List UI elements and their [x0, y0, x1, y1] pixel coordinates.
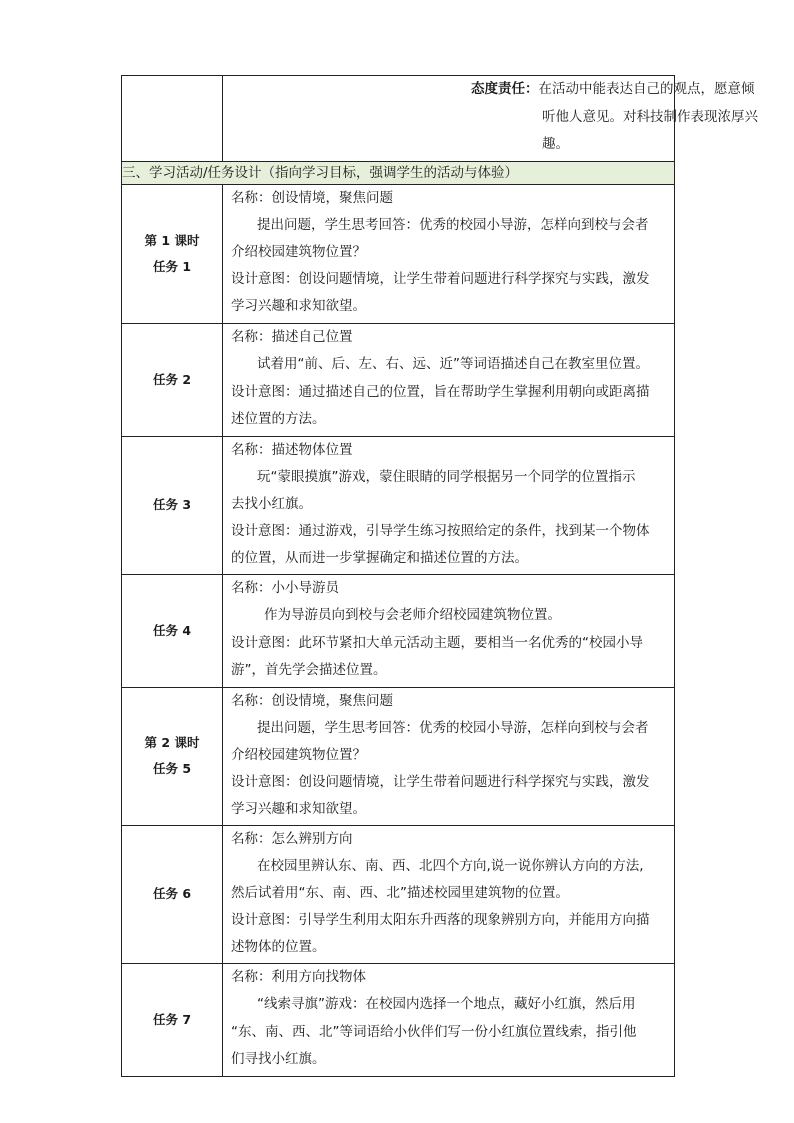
empty-label-cell	[122, 76, 223, 162]
task-row-3	[122, 436, 675, 574]
task-row-6	[122, 825, 675, 963]
attitude-line2: 听他人意见。对科技制作表现浓厚兴	[542, 108, 758, 125]
attitude-label: 态度责任：	[471, 81, 539, 97]
task-design-line: 设计意图：通过描述自己的位置，旨在帮助学生掌握利用朝向或距离描	[231, 383, 650, 400]
task-content-cell	[223, 963, 675, 1076]
attitude-line3: 趣。	[542, 136, 569, 152]
attitude-line1: 在活动中能表达自己的观点，愿意倾	[538, 81, 755, 97]
section-header-row	[122, 161, 675, 184]
task-desc-line: 玩“蒙眼摸旗”游戏，蒙住眼睛的同学根据另一个同学的位置指示	[257, 468, 636, 485]
task-row-2	[122, 323, 675, 436]
task-design-line: 设计意图：通过游戏，引导学生练习按照给定的条件，找到某一个物体	[231, 522, 650, 539]
task-design-line: 学习兴趣和求知欲望。	[231, 800, 366, 817]
task-design-line: 设计意图：此环节紧扣大单元活动主题，要相当一名优秀的“校园小导	[231, 634, 643, 651]
task-row-4	[122, 574, 675, 687]
lesson-plan-table	[121, 75, 758, 1077]
task-design-line: 设计意图：创设问题情境，让学生带着问题进行科学探究与实践，激发	[231, 773, 650, 790]
task-label: 任务 7	[152, 1011, 192, 1027]
lesson-label: 第 2 课时	[144, 735, 200, 750]
task-desc-line: “线索寻旗”游戏：在校园内选择一个地点，藏好小红旗，然后用	[257, 996, 636, 1012]
task-desc-line: 去找小红旗。	[231, 495, 312, 512]
task-desc-line: 提出问题，学生思考回答：优秀的校园小导游，怎样向到校与会者	[257, 216, 649, 233]
task-desc-line: 介绍校园建筑物位置？	[231, 243, 366, 260]
task-desc-line: 试着用“前、后、左、右、远、近”等词语描述自己在教室里位置。	[257, 356, 649, 372]
task-label-cell	[122, 436, 223, 574]
task-name: 名称：描述自己位置	[231, 328, 353, 345]
lesson-label: 第 1 课时	[144, 232, 200, 248]
task-name: 名称：怎么辨别方向	[231, 830, 353, 847]
task-design-line: 述物体的位置。	[231, 938, 326, 955]
task-label-cell	[122, 825, 223, 963]
task-design-line: 游”，首先学会描述位置。	[231, 662, 387, 678]
task-label: 任务 1	[152, 258, 192, 274]
task-row-5	[122, 687, 675, 825]
task-desc-line: 作为导游员向到校与会老师介绍校园建筑物位置。	[264, 607, 561, 623]
task-design-line: 设计意图：创设问题情境，让学生带着问题进行科学探究与实践，激发	[231, 270, 650, 287]
task-desc-line: 在校园里辨认东、南、西、北四个方向,说一说你辨认方向的方法,	[257, 857, 644, 874]
task-label-cell	[122, 184, 223, 323]
task-label: 任务 2	[152, 371, 192, 387]
task-label: 任务 6	[152, 886, 192, 901]
task-label: 任务 4	[152, 622, 192, 638]
task-row-7	[122, 963, 675, 1076]
task-label: 任务 5	[152, 761, 192, 776]
task-content-cell	[223, 574, 675, 687]
task-content-cell	[223, 687, 675, 825]
task-label-cell	[122, 963, 223, 1076]
section-title: 三、学习活动/任务设计（指向学习目标，强调学生的活动与体验）	[122, 161, 675, 184]
task-name: 名称：创设情境，聚焦问题	[231, 189, 393, 206]
task-content-cell	[223, 184, 675, 323]
task-design-line: 设计意图：引导学生利用太阳东升西落的现象辨别方向，并能用方向描	[231, 911, 650, 928]
task-design-line: 的位置，从而进一步掌握确定和描述位置的方法。	[231, 549, 528, 566]
task-label-cell	[122, 574, 223, 687]
task-name: 名称：创设情境，聚焦问题	[231, 692, 393, 709]
attitude-cell	[223, 76, 758, 162]
task-content-cell	[223, 323, 675, 436]
task-name: 名称：描述物体位置	[231, 441, 353, 458]
task-desc-line: 介绍校园建筑物位置？	[231, 746, 366, 763]
task-desc-line: “东、南、西、北”等词语给小伙伴们写一份小红旗位置线索，指引他	[231, 1023, 637, 1040]
task-desc-line: 们寻找小红旗。	[231, 1051, 326, 1067]
task-row-1	[122, 184, 675, 323]
task-design-line: 述位置的方法。	[231, 411, 326, 427]
task-design-line: 学习兴趣和求知欲望。	[231, 297, 366, 314]
task-content-cell	[223, 436, 675, 574]
task-label-cell	[122, 687, 223, 825]
task-name: 名称：利用方向找物体	[231, 968, 366, 985]
task-desc-line: 然后试着用“东、南、西、北”描述校园里建筑物的位置。	[231, 884, 569, 901]
attitude-row	[122, 76, 675, 162]
task-label-cell	[122, 323, 223, 436]
task-desc-line: 提出问题，学生思考回答：优秀的校园小导游，怎样向到校与会者	[257, 719, 649, 736]
task-content-cell	[223, 825, 675, 963]
task-name: 名称：小小导游员	[231, 579, 339, 596]
task-label: 任务 3	[152, 497, 192, 512]
